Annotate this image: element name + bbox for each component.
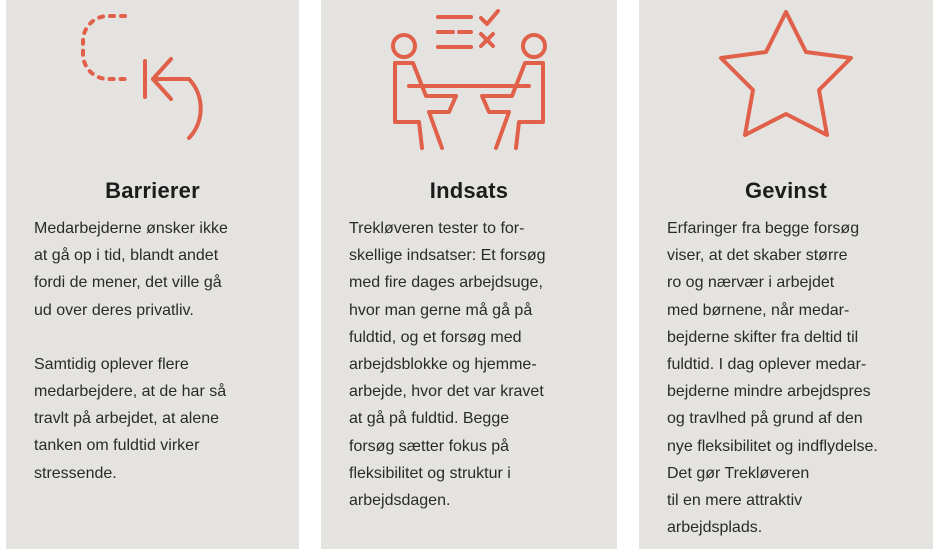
text-line: nye fleksibilitet og indflydelse.: [667, 437, 878, 455]
star-icon: [639, 0, 933, 170]
text-line: arbejdsplads.: [667, 519, 763, 537]
text-line: at gå på fuldtid. Begge: [349, 410, 510, 428]
card-title: Indsats: [429, 178, 509, 203]
text-line: med børnene, når medar-: [667, 301, 850, 319]
text-line: viser, at det skaber større: [667, 247, 848, 265]
meeting-checklist-icon: [321, 0, 617, 170]
undo-arrow-icon: [6, 0, 299, 170]
card-title: Barrierer: [105, 178, 200, 203]
text-line: ro og nærvær i arbejdet: [667, 274, 835, 292]
text-line: Det gør Trekløveren: [667, 464, 810, 482]
text-line: Samtidig oplever flere: [34, 355, 189, 373]
card-body: [34, 215, 289, 487]
card-body: [667, 215, 923, 541]
text-line: til en mere attraktiv: [667, 492, 803, 510]
text-line: ud over deres privatliv.: [34, 301, 194, 319]
text-line: arbejdsdagen.: [349, 492, 451, 510]
text-line: Trekløveren tester to for-: [349, 220, 525, 237]
text-line: Erfaringer fra begge forsøg: [667, 220, 860, 237]
text-line: bejderne skifter fra deltid til: [667, 328, 859, 346]
card-body: [349, 215, 607, 514]
text-line: forsøg sætter fokus på: [349, 437, 510, 455]
text-line: at gå op i tid, blandt andet: [34, 247, 219, 265]
text-line: bejderne mindre arbejdspres: [667, 383, 871, 401]
card-indsats: [321, 0, 617, 549]
text-line: hvor man gerne må gå på: [349, 301, 533, 319]
text-line: stressende.: [34, 464, 117, 482]
text-line: og travlhed på grund af den: [667, 410, 863, 428]
card-barrierer: [6, 0, 299, 549]
text-line: med fire dages arbejdsuge,: [349, 274, 543, 292]
text-line: medarbejdere, at de har så: [34, 383, 227, 401]
text-line: fuldtid, og et forsøg med: [349, 328, 522, 346]
text-line: Medarbejderne ønsker ikke: [34, 220, 228, 237]
text-line: skellige indsatser: Et forsøg: [349, 247, 546, 265]
text-line: tanken om fuldtid virker: [34, 437, 200, 455]
card-gevinst: [639, 0, 933, 549]
text-line: fleksibilitet og struktur i: [349, 464, 511, 482]
text-line: arbejde, hvor det var kravet: [349, 383, 544, 401]
card-title: Gevinst: [744, 178, 828, 203]
text-line: arbejdsblokke og hjemme-: [349, 356, 537, 374]
text-line: fuldtid. I dag oplever medar-: [667, 356, 867, 374]
text-line: fordi de mener, det ville gå: [34, 274, 222, 292]
text-line: travlt på arbejdet, at alene: [34, 410, 220, 428]
